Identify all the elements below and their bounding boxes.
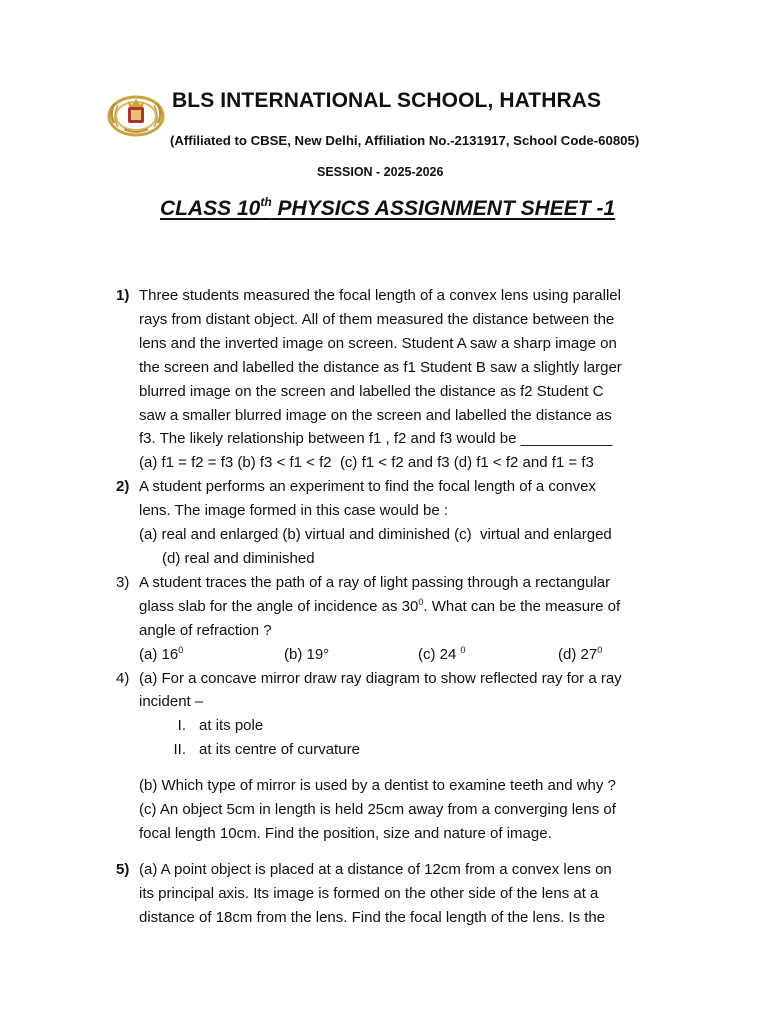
question-line: angle of refraction ? (139, 621, 272, 639)
roman-numeral: I. (177, 717, 186, 735)
option-d (558, 643, 602, 667)
option-text: (c) 24 (418, 645, 461, 663)
question-2 (0, 475, 684, 571)
question-number: 3) (116, 573, 130, 591)
question-line: (a) A point object is placed at a distance of 12cm from a convex lens on (139, 860, 612, 878)
option-a (139, 643, 284, 667)
degree-superscript: 0 (178, 644, 184, 655)
question-line: the screen and labelled the distance as f1 Student B saw a slightly larger (139, 358, 622, 376)
question-line: (a) For a concave mirror draw ray diagram to show reflected ray for a ray (139, 669, 622, 687)
school-name: BLS INTERNATIONAL SCHOOL, HATHRAS (172, 89, 602, 112)
question-1 (0, 284, 684, 475)
question-list (0, 284, 768, 930)
title-superscript: th (260, 195, 272, 209)
option-b: (b) 19° (284, 645, 330, 663)
assignment-title (160, 197, 615, 221)
question-line: distance of 18cm from the lens. Find the focal length of the lens. Is the (139, 908, 606, 926)
roman-text: at its centre of curvature (199, 741, 360, 759)
question-number: 2) (116, 478, 130, 496)
answer-option-d: (d) real and diminished (162, 549, 315, 567)
roman-item-2 (139, 738, 684, 762)
answer-options: (a) f1 = f2 = f3 (b) f3 < f1 < f2 (c) f1 < f2 and f3 (d) f1 < f2 and f1 = f3 (139, 454, 594, 472)
degree-superscript: 0 (460, 644, 466, 655)
school-crest-logo (106, 93, 166, 137)
question-number: 4) (116, 669, 130, 687)
spacer (0, 846, 768, 858)
degree-superscript: 0 (418, 596, 424, 607)
question-line: lens. The image formed in this case would be : (139, 502, 449, 520)
question-number: 5) (116, 860, 130, 878)
roman-numeral: II. (173, 741, 186, 759)
question-line: A student traces the path of a ray of light passing through a rectangular (139, 573, 611, 591)
affiliation-line: (Affiliated to CBSE, New Delhi, Affiliation No.-2131917, School Code-60805) (170, 133, 640, 148)
question-line: A student performs an experiment to find the focal length of a convex (139, 478, 596, 496)
question-line (139, 595, 684, 619)
question-line: rays from distant object. All of them measured the distance between the (139, 310, 615, 328)
question-line: its principal axis. Its image is formed on the other side of the lens at a (139, 884, 599, 902)
question-part-c: focal length 10cm. Find the position, size and nature of image. (139, 824, 552, 842)
roman-text: at its pole (199, 717, 264, 735)
roman-item-1 (139, 714, 684, 738)
session-line: SESSION - 2025-2026 (317, 165, 444, 179)
option-text: (a) 16 (139, 645, 179, 663)
question-text: glass slab for the angle of incidence as 30 (139, 597, 419, 615)
question-line: Three students measured the focal length of a convex lens using parallel (139, 287, 621, 304)
question-3 (0, 571, 684, 667)
question-line: lens and the inverted image on screen. Student A saw a sharp image on (139, 334, 617, 352)
degree-superscript: 0 (597, 644, 603, 655)
title-class: CLASS 10 (160, 197, 261, 220)
spacer (139, 762, 684, 774)
title-subject: PHYSICS ASSIGNMENT SHEET -1 (271, 197, 616, 220)
question-part-c: (c) An object 5cm in length is held 25cm away from a converging lens of (139, 801, 616, 819)
question-number: 1) (116, 287, 130, 304)
option-c (418, 643, 558, 667)
question-line: saw a smaller blurred image on the screen and labelled the distance as (139, 406, 612, 424)
option-text: (d) 27 (558, 645, 598, 663)
question-line: blurred image on the screen and labelled the distance as f2 Student C (139, 382, 604, 400)
question-line: incident – (139, 693, 204, 711)
question-5 (0, 858, 684, 930)
question-line: f3. The likely relationship between f1 , f2 and f3 would be ___________ (139, 430, 613, 448)
question-part-b: (b) Which type of mirror is used by a dentist to examine teeth and why ? (139, 777, 616, 795)
question-4 (0, 667, 684, 846)
answer-options: (a) real and enlarged (b) virtual and diminished (c) virtual and enlarged (139, 526, 612, 544)
question-text: . What can be the measure of (423, 597, 621, 615)
answer-options (139, 643, 684, 667)
